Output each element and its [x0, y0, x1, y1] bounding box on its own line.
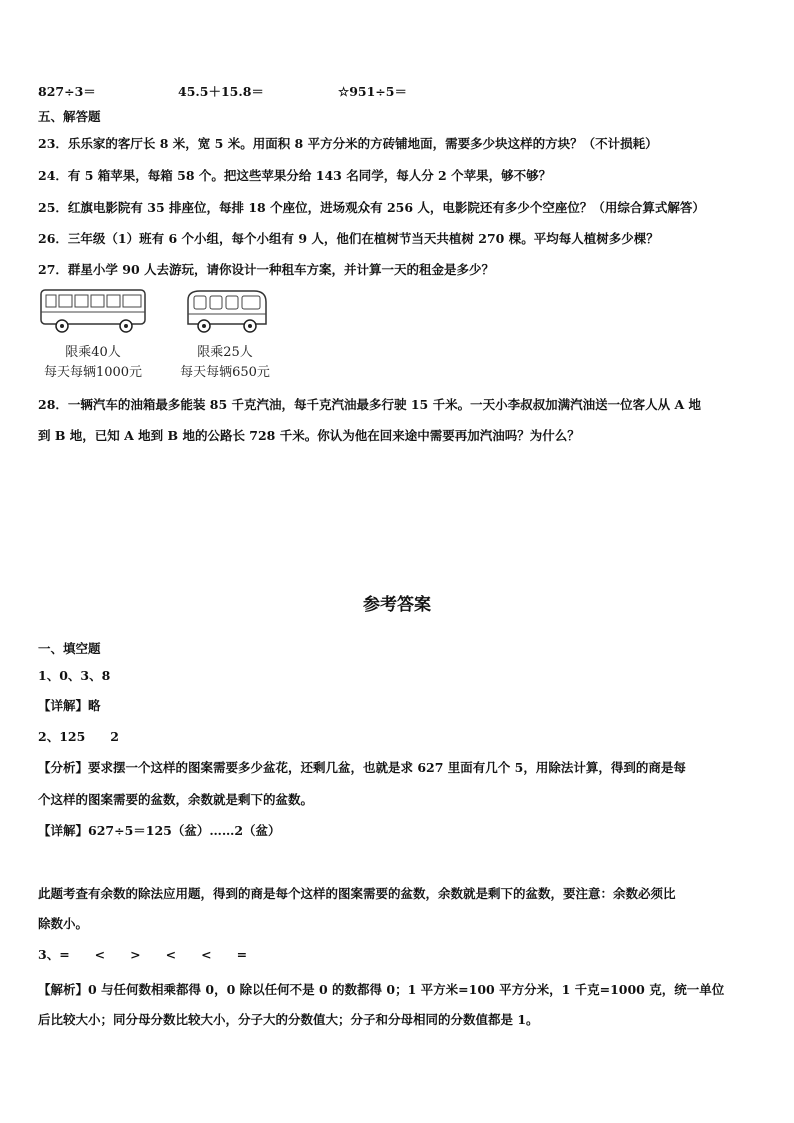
calc-item-3: ☆951÷5＝: [338, 84, 407, 99]
question-28-line-2: 到 B 地，已知 A 地到 B 地的公路长 728 千米。你认为他在回来途中需要再加汽油吗？为什么？: [38, 428, 580, 443]
answer-3-explain-line-1: 【解析】0 与任何数相乘都得 0，0 除以任何不是 0 的数都得 0；1 平方米=100 平方分米，1 千克=1000 克，统一单位: [38, 982, 725, 997]
calc-item-1: 827÷3＝: [38, 84, 96, 99]
question-28-line-1: 28．一辆汽车的油箱最多能装 85 千克汽油，每千克汽油最多行驶 15 千米。一天小李叔叔加满汽油送一位客人从 A 地: [38, 397, 701, 412]
answer-section-1: 一、填空题: [38, 641, 101, 656]
calc-item-2: 45.5＋15.8＝: [178, 84, 264, 99]
bus-2-price: 每天每辆650元: [180, 365, 270, 380]
answer-1-detail: 【详解】略: [38, 698, 101, 713]
bus-2-limit: 限乘25人: [197, 345, 253, 360]
question-26: 26．三年级（1）班有 6 个小组，每个小组有 9 人，他们在植树节当天共植树 270 棵。平均每人植树多少棵？: [38, 231, 659, 246]
question-23: 23．乐乐家的客厅长 8 米，宽 5 米。用面积 8 平方分米的方砖铺地面，需要多少块这样的方块？（不计损耗）: [38, 136, 658, 151]
answer-2-analysis-line-1: 【分析】要求摆一个这样的图案需要多少盆花，还剩几盆，也就是求 627 里面有几个 5，用除法计算，得到的商是每: [38, 760, 686, 775]
large-bus-icon: [38, 286, 150, 336]
answer-3: 3、= < > < < =: [38, 947, 248, 962]
answer-2-note-line-1: 此题考查有余数的除法应用题，得到的商是每个这样的图案需要的盆数，余数就是剩下的盆数，要注意：余数必须比: [38, 886, 676, 901]
answer-2-note-line-2: 除数小。: [38, 916, 89, 931]
question-24: 24．有 5 箱苹果，每箱 58 个。把这些苹果分给 143 名同学，每人分 2 个苹果，够不够？: [38, 168, 552, 183]
answer-2: 2、125 2: [38, 729, 119, 744]
answer-2-detail: 【详解】627÷5＝125（盆）……2（盆）: [38, 823, 281, 838]
calc-row: [38, 84, 758, 100]
bus-option-1: [38, 286, 150, 380]
bus-1-price: 每天每辆1000元: [43, 365, 143, 380]
answer-title: 参考答案: [363, 595, 431, 615]
bus-option-2: [180, 286, 272, 380]
section-heading-5: 五、解答题: [38, 109, 101, 124]
question-27: 27．群星小学 90 人去游玩，请你设计一种租车方案，并计算一天的租金是多少？: [38, 262, 494, 277]
small-bus-icon: [180, 286, 272, 336]
answer-2-analysis-line-2: 个这样的图案需要的盆数，余数就是剩下的盆数。: [38, 792, 314, 807]
answer-1: 1、0、3、8: [38, 668, 111, 683]
answer-3-explain-line-2: 后比较大小；同分母分数比较大小，分子大的分数值大；分子和分母相同的分数值都是 1。: [38, 1012, 539, 1027]
bus-1-limit: 限乘40人: [65, 345, 121, 360]
question-25: 25．红旗电影院有 35 排座位，每排 18 个座位，进场观众有 256 人，电影院还有多少个空座位？（用综合算式解答）: [38, 200, 705, 215]
